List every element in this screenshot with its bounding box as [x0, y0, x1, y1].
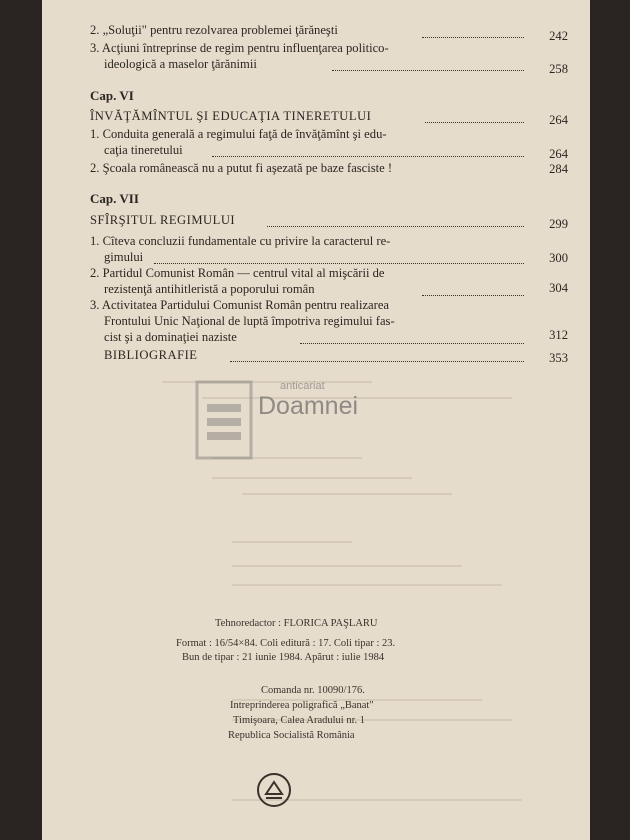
page-number: 258 — [549, 62, 568, 76]
watermark-anticariat: anticariat — [280, 380, 325, 392]
toc-entry-3-actiuni: 3. Acţiuni întreprinse de regim pentru influenţarea politico- — [90, 41, 389, 55]
imprint-tehnoredactor: Tehnoredactor : FLORICA PAŞLARU — [215, 618, 378, 629]
page-number: 242 — [549, 29, 568, 43]
page-number: 304 — [549, 281, 568, 295]
leader-dots — [300, 343, 524, 344]
toc-entry-3-cont: ideologică a maselor ţărănimii — [104, 57, 257, 71]
imprint-comanda: Comanda nr. 10090/176. — [261, 685, 365, 696]
watermark-brand: Doamnei — [258, 392, 359, 420]
toc-entry-vi-2: 2. Şcoala românească nu a putut fi aşezată pe baze fasciste ! — [90, 161, 393, 175]
toc-entry-vii-1: 1. Cîteva concluzii fundamentale cu privire la caracterul re- — [90, 234, 391, 248]
toc-entry-vii-3-cont2: cist şi a dominaţiei naziste — [104, 330, 237, 344]
toc-entry-vii-3-cont1: Frontului Unic Naţional de luptă împotriva regimului fas- — [104, 314, 395, 328]
toc-entry-vii-3: 3. Activitatea Partidului Comunist Român pentru realizarea — [90, 298, 390, 312]
imprint-bun-de-tipar: Bun de tipar : 21 iunie 1984. Apărut : iulie 1984 — [182, 652, 385, 663]
toc-entry-vii-2: 2. Partidul Comunist Român — centrul vital al mişcării de — [90, 266, 385, 280]
leader-dots — [422, 295, 524, 296]
page-number: 353 — [549, 351, 568, 365]
leader-dots — [230, 361, 524, 362]
chapter-label-vi: Cap. VI — [90, 88, 134, 103]
watermark-book-icon — [193, 378, 255, 462]
page-number: 264 — [549, 147, 568, 161]
chapter-label-vii: Cap. VII — [90, 191, 139, 206]
bibliography-title: BIBLIOGRAFIE — [104, 348, 198, 362]
leader-dots — [154, 263, 524, 264]
leader-dots — [422, 37, 524, 38]
toc-entry-vii-2-cont: rezistenţă antihitleristă a poporului român — [104, 282, 315, 296]
publisher-logo-icon — [256, 770, 292, 810]
toc-entry-2-solutii: 2. „Soluţii" pentru rezolvarea problemei ţărăneşti — [90, 23, 338, 37]
page-number: 284 — [549, 162, 568, 176]
leader-dots — [332, 70, 524, 71]
leader-dots — [425, 122, 524, 123]
page-number: 300 — [549, 251, 568, 265]
toc-entry-vii-1-cont: gimului — [104, 250, 144, 264]
leader-dots — [212, 156, 524, 157]
page-number: 299 — [549, 217, 568, 231]
chapter-title-vii: SFÎRŞITUL REGIMULUI — [90, 213, 236, 227]
imprint-intreprinderea: Intreprinderea poligrafică „Banat" — [230, 700, 374, 711]
imprint-format: Format : 16/54×84. Coli editură : 17. Coli tipar : 23. — [176, 638, 396, 649]
chapter-title-vi: ÎNVĂŢĂMÎNTUL ŞI EDUCAŢIA TINERETULUI — [90, 109, 372, 123]
page-number: 264 — [549, 113, 568, 127]
page-number: 312 — [549, 328, 568, 342]
bleed-through-text — [42, 370, 590, 840]
imprint-republica: Republica Socialistă România — [228, 730, 355, 741]
toc-entry-vi-1: 1. Conduita generală a regimului faţă de învăţămînt şi edu- — [90, 127, 387, 141]
toc-entry-vi-1-cont: caţia tineretului — [104, 143, 183, 157]
leader-dots — [267, 226, 524, 227]
imprint-adresa: Timişoara, Calea Aradului nr. 1 — [233, 715, 366, 726]
